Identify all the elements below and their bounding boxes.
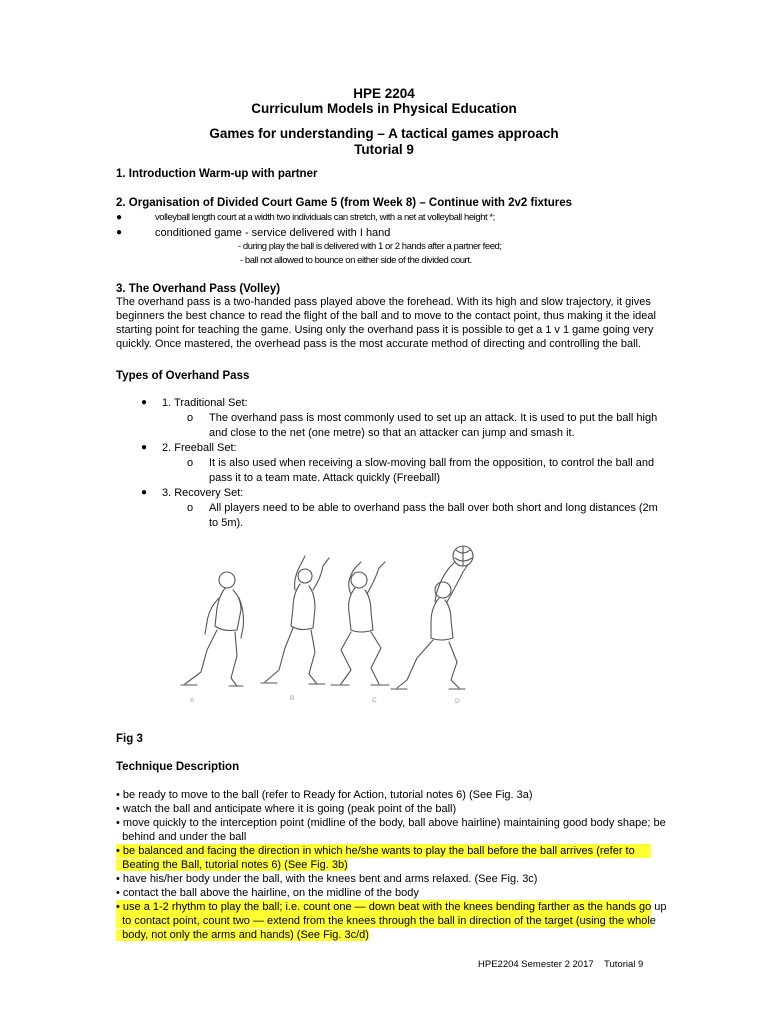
- page-footer: HPE2204 Semester 2 2017 Tutorial 9: [478, 959, 644, 970]
- technique-line-highlighted: • be balanced and facing the direction in which he/she wants to play the ball before the ball arrives (refer to: [116, 844, 651, 858]
- course-code: HPE 2204: [353, 86, 415, 101]
- type-3-line: All players need to be able to overhand pass the ball over both short and long distances (2m: [209, 502, 658, 514]
- topic-title: Games for understanding – A tactical games approach: [209, 126, 559, 141]
- bullet-marker: ●: [141, 397, 148, 408]
- sub-bullet-marker: o: [187, 412, 194, 424]
- technique-line-highlighted: Beating the Ball, tutorial notes 6) (See Fig. 3b): [116, 859, 348, 871]
- section-3-heading: 3. The Overhand Pass (Volley): [116, 283, 281, 295]
- player-d-figure: [391, 546, 473, 689]
- figure-label-a: A: [190, 697, 195, 704]
- type-1-line: The overhand pass is most commonly used to set up an attack. It is used to put the ball high: [209, 412, 658, 424]
- s2-bullet-1: volleyball length court at a width two individuals can stretch, with a net at volleyball height *;: [155, 212, 495, 223]
- type-2-label: 2. Freeball Set:: [162, 442, 237, 454]
- technique-line: • move quickly to the interception point (midline of the body, ball above hairline) maintaining good body shape; be: [116, 817, 666, 829]
- s3-para-line: quickly. Once mastered, the overhead pass is the most accurate method of directing and controlling the ball.: [116, 338, 642, 350]
- type-1-label: 1. Traditional Set:: [162, 397, 248, 409]
- player-b-figure: [261, 556, 329, 684]
- types-heading: Types of Overhand Pass: [116, 370, 250, 382]
- sub-bullet-marker: o: [187, 502, 194, 514]
- figure-label-d: D: [455, 698, 460, 705]
- overhand-pass-figure: [145, 538, 505, 710]
- figure-label-b: B: [290, 695, 295, 702]
- type-3-line: to 5m).: [209, 517, 244, 529]
- bullet-marker: ●: [116, 212, 123, 223]
- type-3-label: 3. Recovery Set:: [162, 487, 244, 499]
- technique-line: [116, 928, 369, 942]
- figure-sketch: [145, 538, 505, 710]
- sub-bullet-marker: o: [187, 457, 194, 469]
- type-1-line: and close to the net (one metre) so that an attacker can jump and smash it.: [209, 427, 575, 439]
- technique-line: • be ready to move to the ball (refer to Ready for Action, tutorial notes 6) (See Fig. 3a): [116, 789, 533, 801]
- s3-para-line: The overhand pass is a two-handed pass played above the forehead. With its high and slow trajectory, it gives: [116, 296, 651, 308]
- technique-line-highlighted: • use a 1-2 rhythm to play the ball; i.e. count one — down beat with the knees bending farther as the hands go up: [116, 901, 667, 913]
- technique-line: • have his/her body under the ball, with the knees bent and arms relaxed. (See Fig. 3c): [116, 873, 538, 885]
- technique-line: • contact the ball above the hairline, on the midline of the body: [116, 887, 419, 899]
- bullet-marker: ●: [141, 487, 148, 498]
- technique-line-highlighted: body, not only the arms and hands) (See Fig. 3c/d): [116, 929, 369, 941]
- technique-line: • watch the ball and anticipate where it is going (peak point of the ball): [116, 803, 457, 815]
- s3-para-line: starting point for teaching the game. Using only the overhand pass it is possible to get a 1 v 1 game going very: [116, 324, 654, 336]
- type-2-line: pass it to a team mate. Attack quickly (Freeball): [209, 472, 441, 484]
- figure-caption: Fig 3: [116, 733, 143, 745]
- course-name: Curriculum Models in Physical Education: [251, 101, 517, 116]
- player-c-figure: [331, 562, 389, 685]
- tutorial-title: Tutorial 9: [354, 142, 414, 157]
- bullet-marker: ●: [116, 227, 123, 238]
- s2-sub-1: - during play the ball is delivered with 1 or 2 hands after a partner feed;: [238, 241, 502, 252]
- figure-label-c: C: [372, 697, 377, 704]
- s2-bullet-2: conditioned game - service delivered with I hand: [155, 227, 391, 239]
- player-a-figure: [181, 572, 244, 686]
- s2-sub-2: - ball not allowed to bounce on either side of the divided court.: [240, 255, 472, 266]
- s3-para-line: beginners the best chance to read the flight of the ball and to move to the contact point, thus making it the ideal: [116, 310, 656, 322]
- bullet-marker: ●: [141, 442, 148, 453]
- technique-line-highlighted: to contact point, count two — extend from the knees through the ball in direction of the target (using the whole: [116, 915, 656, 927]
- type-2-line: It is also used when receiving a slow-moving ball from the opposition, to control the ball and: [209, 457, 655, 469]
- technique-line: behind and under the ball: [116, 831, 247, 843]
- technique-line: [116, 858, 348, 872]
- section-2-heading: 2. Organisation of Divided Court Game 5 (from Week 8) – Continue with 2v2 fixtures: [116, 197, 573, 209]
- section-1-heading: 1. Introduction Warm-up with partner: [116, 168, 318, 180]
- technique-heading: Technique Description: [116, 761, 240, 773]
